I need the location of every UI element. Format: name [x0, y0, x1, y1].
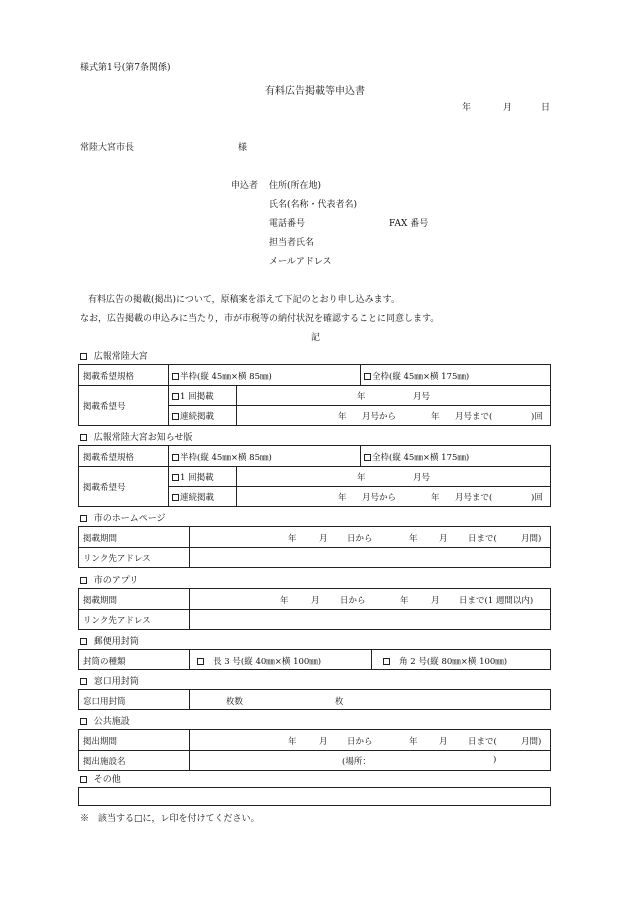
once-option[interactable]: 1 回掲載: [172, 471, 214, 483]
checkbox-icon[interactable]: [80, 434, 87, 441]
period-month-1: 月: [311, 596, 320, 606]
link-label: リンク先アドレス: [83, 616, 151, 626]
applicant-address: 住所(所在地): [269, 181, 322, 191]
section-homepage-title: 市のホームページ: [80, 511, 166, 524]
checkbox-icon[interactable]: [80, 353, 87, 360]
period-year-2: 年: [400, 596, 409, 606]
checkbox-icon[interactable]: [383, 658, 390, 665]
checkbox-icon[interactable]: [80, 678, 87, 685]
section-other-title: その他: [80, 772, 121, 785]
period-label: 掲載期間: [83, 534, 118, 544]
applicant-email: メールアドレス: [269, 257, 332, 267]
section-counter-title: 窓口用封筒: [80, 674, 139, 687]
ki-heading: 記: [311, 333, 321, 343]
once-issue: 月号: [413, 473, 431, 483]
place-open: (場所：: [342, 757, 371, 767]
issue-label: 掲載希望号: [83, 483, 126, 493]
table-counter: [78, 689, 551, 710]
checkbox-icon[interactable]: [172, 393, 179, 400]
size-label: 掲載希望規格: [83, 453, 135, 463]
half-frame-option[interactable]: 半枠(縦 45㎜×横 85㎜): [172, 370, 272, 382]
checkbox-icon[interactable]: [172, 494, 179, 501]
applicant-name: 氏名(名称・代表者名): [269, 200, 358, 210]
once-issue: 月号: [413, 392, 431, 402]
period-month-2: 月: [439, 534, 448, 544]
period-year-2: 年: [409, 737, 418, 747]
consecutive-option[interactable]: 連続掲載: [172, 491, 214, 503]
section-oshirase-title: 広報常陸大宮お知らせ版: [80, 430, 192, 443]
type-label: 封筒の種類: [83, 657, 126, 667]
period-year-2: 年: [409, 534, 418, 544]
section-app-title: 市のアプリ: [80, 573, 138, 586]
table-homepage: [78, 526, 551, 568]
checkbox-icon[interactable]: [80, 776, 87, 783]
period-month-1: 月: [319, 534, 328, 544]
to-year: 年: [431, 493, 440, 503]
period-month-1: 月: [319, 737, 328, 747]
period-end: 月間): [521, 534, 542, 544]
half-frame-option[interactable]: 半枠(縦 45㎜×横 85㎜): [172, 451, 272, 463]
checkbox-icon[interactable]: [172, 474, 179, 481]
count-suffix: )回: [531, 493, 543, 503]
envelope-option-2[interactable]: 角 2 号(縦 80㎜×横 100㎜): [383, 655, 507, 667]
count-suffix: )回: [531, 412, 543, 422]
checkbox-icon[interactable]: [80, 577, 87, 584]
form-number: 様式第1号(第7条関係): [80, 63, 171, 73]
period-year-1: 年: [288, 534, 297, 544]
period-month-2: 月: [431, 596, 440, 606]
applicant-fax: FAX 番号: [389, 219, 429, 229]
once-year: 年: [357, 392, 366, 402]
full-frame-option[interactable]: 全枠(縦 45㎜×横 175㎜): [364, 370, 469, 382]
period-label: 掲載期間: [83, 596, 118, 606]
date-year: 年: [462, 103, 472, 113]
checkbox-icon[interactable]: [364, 373, 371, 380]
from-year: 年: [338, 493, 347, 503]
facility-name-label: 掲出施設名: [83, 757, 126, 767]
section-facility-title: 公共施設: [80, 714, 130, 727]
count-label: 枚数: [226, 697, 244, 707]
period-day-1: 日から: [347, 737, 373, 747]
once-year: 年: [357, 473, 366, 483]
applicant-contact: 担当者氏名: [269, 238, 315, 248]
table-oshirase: [78, 445, 551, 507]
date-day: 日: [541, 103, 551, 113]
count-unit: 枚: [335, 697, 344, 707]
period-day-2: 日まで(1 週間以内): [459, 596, 534, 606]
footnote: ※ 該当する□に，レ印を付けてください。: [80, 814, 260, 824]
checkbox-icon[interactable]: [80, 718, 87, 725]
issue-label: 掲載希望号: [83, 402, 126, 412]
period-label: 掲出期間: [83, 737, 118, 747]
envelope-option-1[interactable]: 長 3 号(縦 40㎜×横 100㎜): [197, 655, 321, 667]
period-day-1: 日から: [340, 596, 366, 606]
to-issue: 月号まで(: [455, 493, 493, 503]
table-kouhou: [78, 364, 551, 426]
addressee-name: 常陸大宮市長: [80, 143, 135, 153]
period-day-2: 日まで(: [468, 737, 497, 747]
size-label: 掲載希望規格: [83, 372, 135, 382]
page-title: 有料広告掲載等申込書: [265, 86, 365, 97]
period-day-1: 日から: [347, 534, 373, 544]
from-issue: 月号から: [362, 493, 397, 503]
from-year: 年: [338, 412, 347, 422]
checkbox-icon[interactable]: [197, 658, 204, 665]
period-day-2: 日まで(: [468, 534, 497, 544]
period-year-1: 年: [288, 737, 297, 747]
period-month-2: 月: [439, 737, 448, 747]
checkbox-icon[interactable]: [172, 373, 179, 380]
place-close: ): [493, 755, 497, 765]
full-frame-option[interactable]: 全枠(縦 45㎜×横 175㎜): [364, 451, 469, 463]
body-paragraph-1: 有料広告の掲載(掲出)について，原稿案を添えて下記のとおり申し込みます。: [88, 295, 400, 305]
checkbox-icon[interactable]: [80, 638, 87, 645]
counter-label: 窓口用封筒: [83, 697, 126, 707]
body-paragraph-2: なお，広告掲載の申込みに当たり，市が市税等の納付状況を確認することに同意します。: [80, 314, 440, 324]
once-option[interactable]: 1 回掲載: [172, 390, 214, 402]
applicant-label: 申込者: [231, 181, 259, 191]
table-app: [78, 588, 551, 630]
link-label: リンク先アドレス: [83, 554, 151, 564]
to-issue: 月号まで(: [455, 412, 493, 422]
table-envelope: [78, 649, 551, 670]
section-kouhou-title: 広報常陸大宮: [80, 349, 148, 362]
section-envelope-title: 郵便用封筒: [80, 634, 139, 647]
applicant-phone: 電話番号: [269, 219, 306, 229]
period-end: 月間): [521, 737, 542, 747]
period-year-1: 年: [280, 596, 289, 606]
date-month: 月: [503, 103, 513, 113]
checkbox-icon[interactable]: [364, 454, 371, 461]
addressee-honorific: 様: [238, 143, 248, 153]
to-year: 年: [431, 412, 440, 422]
table-facility: [78, 729, 551, 771]
other-input-box[interactable]: [78, 787, 551, 806]
checkbox-icon[interactable]: [80, 515, 87, 522]
checkbox-icon[interactable]: [172, 413, 179, 420]
checkbox-icon[interactable]: [172, 454, 179, 461]
consecutive-option[interactable]: 連続掲載: [172, 410, 214, 422]
from-issue: 月号から: [362, 412, 397, 422]
